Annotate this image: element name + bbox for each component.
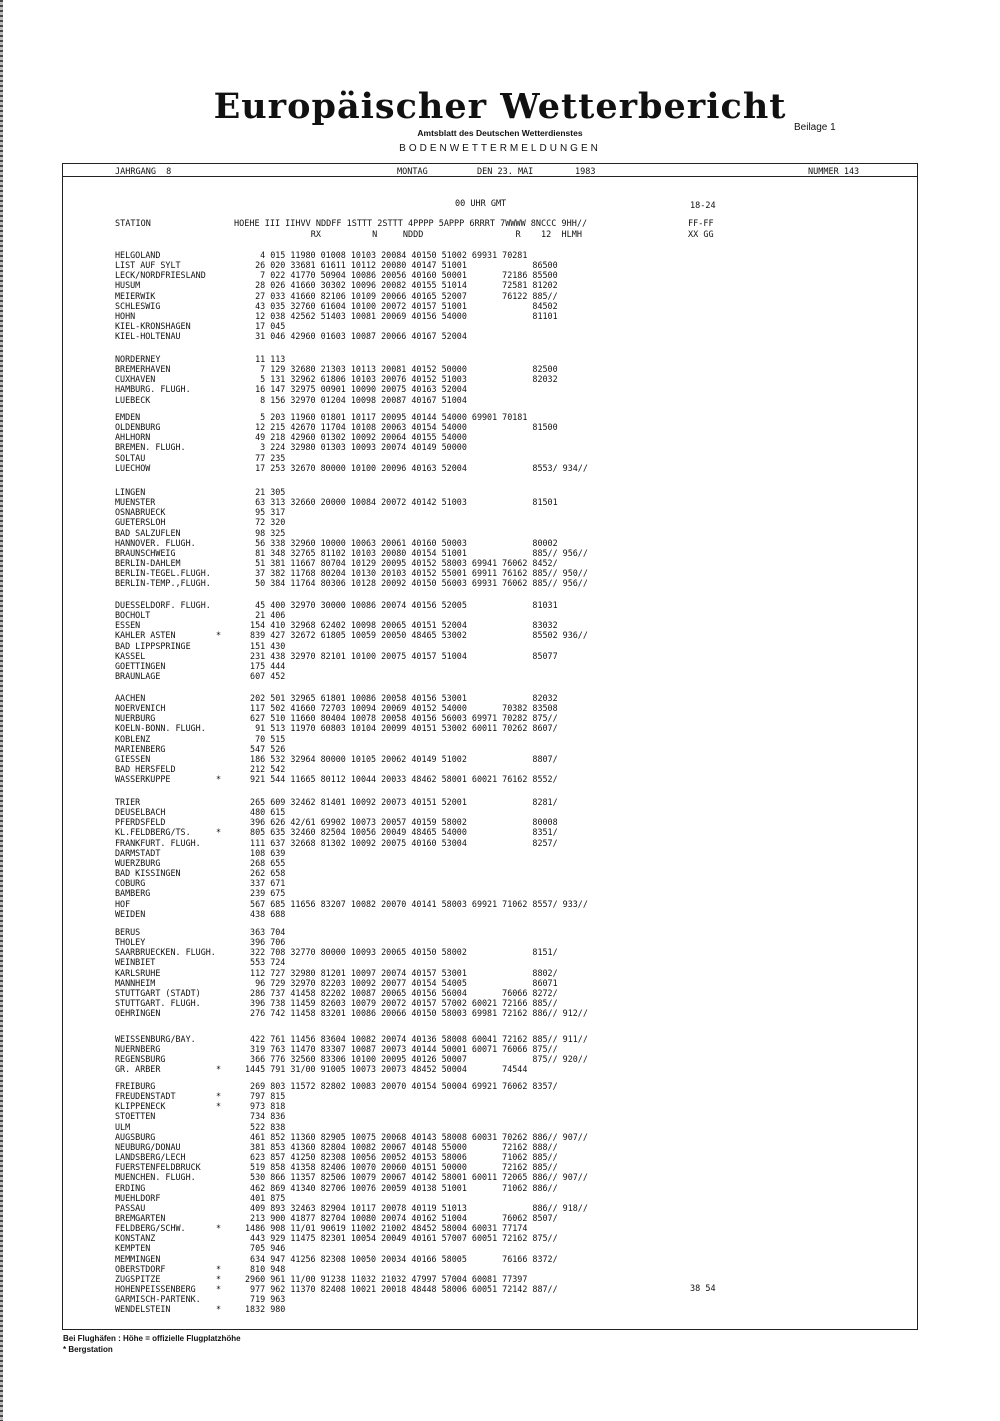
station-observation-codes: 734 836: [245, 1111, 286, 1121]
ff-column-header-1: FF-FF: [688, 219, 714, 229]
station-name: KIEL-KRONSHAGEN: [115, 321, 191, 331]
station-observation-codes: 154 410 32968 62402 10098 20065 40151 52004 83032: [245, 620, 558, 630]
station-name: BREMERHAVEN: [115, 364, 171, 374]
scan-edge: [0, 0, 3, 1421]
station-observation-codes: 634 947 41256 82308 10050 20034 40166 58005 76166 8372/: [245, 1254, 558, 1264]
station-name: BREMGARTEN: [115, 1213, 166, 1223]
station-name: KONSTANZ: [115, 1233, 156, 1243]
station-name: OLDENBURG: [115, 422, 161, 432]
station-observation-codes: 519 858 41358 82406 10070 20060 40151 50000 72162 885//: [245, 1162, 558, 1172]
station-name: DEUSELBACH: [115, 807, 166, 817]
station-name: NUERNBERG: [115, 1044, 161, 1054]
station-name: SOLTAU: [115, 453, 146, 463]
station-name: KEMPTEN: [115, 1243, 151, 1253]
mountain-station-marker: *: [216, 774, 222, 784]
footnote-mountain-station: * Bergstation: [63, 1345, 113, 1354]
station-name: AUGSBURG: [115, 1132, 156, 1142]
station-observation-codes: 27 033 41660 82106 10109 20066 40165 52007 76122 885//: [245, 291, 558, 301]
station-name: MUEHLDORF: [115, 1193, 161, 1203]
station-observation-codes: 1832 980: [245, 1304, 286, 1314]
station-name: WENDELSTEIN: [115, 1304, 171, 1314]
station-observation-codes: 810 948: [245, 1264, 286, 1274]
station-name: FELDBERG/SCHW.: [115, 1223, 186, 1233]
station-observation-codes: 973 818: [245, 1101, 286, 1111]
station-name: HELGOLAND: [115, 250, 161, 260]
station-name: HOHN: [115, 311, 136, 321]
station-observation-codes: 51 381 11667 80704 10129 20095 40152 58003 69941 76062 8452/: [245, 558, 558, 568]
station-observation-codes: 1486 908 11/01 90619 11002 21002 48452 58004 60031 77174: [245, 1223, 528, 1233]
station-name: FRANKFURT. FLUGH.: [115, 838, 201, 848]
station-observation-codes: 547 526: [245, 744, 286, 754]
station-observation-codes: 2960 961 11/00 91238 11032 21032 47997 57004 60081 77397: [245, 1274, 528, 1284]
station-name: NORDERNEY: [115, 354, 161, 364]
station-observation-codes: 5 131 32962 61806 10103 20076 40152 51003 82032: [245, 374, 558, 384]
station-observation-codes: 231 438 32970 82101 10100 20075 40157 51004 85077: [245, 651, 558, 661]
station-name: ZUGSPITZE: [115, 1274, 161, 1284]
mountain-station-marker: *: [216, 827, 222, 837]
zugspitze-extra-value: 38 54: [690, 1284, 716, 1294]
mountain-station-marker: *: [216, 1101, 222, 1111]
station-observation-codes: 438 688: [245, 909, 286, 919]
station-name: OSNABRUECK: [115, 507, 166, 517]
mountain-station-marker: *: [216, 1304, 222, 1314]
station-name: KOBLENZ: [115, 734, 151, 744]
station-observation-codes: 72 320: [245, 517, 286, 527]
station-observation-codes: 81 348 32765 81102 10103 20080 40154 51001 885// 956//: [245, 548, 588, 558]
station-name: PFERDSFELD: [115, 817, 166, 827]
station-name: GR. ARBER: [115, 1064, 161, 1074]
station-observation-codes: 719 963: [245, 1294, 286, 1304]
station-name: THOLEY: [115, 937, 146, 947]
station-name: DARMSTADT: [115, 848, 161, 858]
station-name: NEUBURG/DONAU: [115, 1142, 181, 1152]
station-observation-codes: 396 738 11459 82603 10079 20072 40157 57002 60021 72166 885//: [245, 998, 558, 1008]
station-name: KOELN-BONN. FLUGH.: [115, 723, 206, 733]
station-observation-codes: 337 671: [245, 878, 286, 888]
station-observation-codes: 480 615: [245, 807, 286, 817]
station-name: OBERSTDORF: [115, 1264, 166, 1274]
station-name: DUESSELDORF. FLUGH.: [115, 600, 211, 610]
station-observation-codes: 95 317: [245, 507, 286, 517]
station-observation-codes: 627 510 11660 80404 10078 20058 40156 56003 69971 70282 875//: [245, 713, 558, 723]
station-name: STUTTGART (STADT): [115, 988, 201, 998]
station-observation-codes: 77 235: [245, 453, 286, 463]
page-subtitle: Amtsblatt des Deutschen Wetterdienstes: [417, 128, 583, 138]
station-name: LECK/NORDFRIESLAND: [115, 270, 206, 280]
station-observation-codes: 3 224 32980 01303 10093 20074 40149 50000: [245, 442, 467, 452]
station-name: WASSERKUPPE: [115, 774, 171, 784]
station-name: LIST AUF SYLT: [115, 260, 181, 270]
station-name: LUEBECK: [115, 395, 151, 405]
station-observation-codes: 8 156 32970 01204 10098 20087 40167 51004: [245, 395, 467, 405]
station-name: OEHRINGEN: [115, 1008, 161, 1018]
page-title: Europäischer Wetterbericht: [213, 86, 787, 127]
section-heading: BODENWETTERMELDUNGEN: [399, 143, 601, 154]
station-name: BRAUNLAGE: [115, 671, 161, 681]
station-name: KASSEL: [115, 651, 146, 661]
station-name: WEIDEN: [115, 909, 146, 919]
station-name: KAHLER ASTEN: [115, 630, 176, 640]
station-name: FREUDENSTADT: [115, 1091, 176, 1101]
station-name: COBURG: [115, 878, 146, 888]
station-observation-codes: 26 020 33681 61611 10112 20080 40147 51001 86500: [245, 260, 558, 270]
station-name: NUERBURG: [115, 713, 156, 723]
station-observation-codes: 443 929 11475 82301 10054 20049 40161 57007 60051 72162 875//: [245, 1233, 558, 1243]
station-observation-codes: 117 502 41660 72703 10094 20069 40152 54000 70382 83508: [245, 703, 558, 713]
time-range-label: 18-24: [690, 201, 716, 211]
station-name: BOCHOLT: [115, 610, 151, 620]
station-observation-codes: 21 406: [245, 610, 286, 620]
station-name: KL.FELDBERG/TS.: [115, 827, 191, 837]
mountain-station-marker: *: [216, 1091, 222, 1101]
station-name: STUTTGART. FLUGH.: [115, 998, 201, 1008]
station-observation-codes: 401 875: [245, 1193, 286, 1203]
station-name: BERLIN-DAHLEM: [115, 558, 181, 568]
station-name: WEINBIET: [115, 957, 156, 967]
station-observation-codes: 56 338 32960 10000 10063 20061 40160 50003 80002: [245, 538, 558, 548]
station-observation-codes: 63 313 32660 20000 10084 20072 40142 51003 81501: [245, 497, 558, 507]
issue-number: NUMMER 143: [808, 167, 860, 177]
ff-column-header-2: XX GG: [688, 230, 714, 240]
year-label: 1983: [575, 167, 596, 177]
station-observation-codes: 108 639: [245, 848, 286, 858]
station-name: REGENSBURG: [115, 1054, 166, 1064]
station-name: LANDSBERG/LECH: [115, 1152, 186, 1162]
station-observation-codes: 422 761 11456 83604 10082 20074 40136 58008 60041 72162 885// 911//: [245, 1034, 588, 1044]
station-observation-codes: 567 685 11656 83207 10082 20070 40141 58003 69921 71062 8557/ 933//: [245, 899, 588, 909]
station-name: ESSEN: [115, 620, 141, 630]
station-name: WUERZBURG: [115, 858, 161, 868]
station-name: MUENSTER: [115, 497, 156, 507]
station-observation-codes: 175 444: [245, 661, 286, 671]
mountain-station-marker: *: [216, 1223, 222, 1233]
station-observation-codes: 213 900 41877 82704 10080 20074 40162 51004 76062 8507/: [245, 1213, 558, 1223]
station-name: EMDEN: [115, 412, 141, 422]
station-observation-codes: 239 675: [245, 888, 286, 898]
mountain-station-marker: *: [216, 1264, 222, 1274]
station-name: MANNHEIM: [115, 978, 156, 988]
station-observation-codes: 276 742 11458 83201 10086 20066 40150 58003 69981 72162 886// 912//: [245, 1008, 588, 1018]
station-name: CUXHAVEN: [115, 374, 156, 384]
station-name: BERLIN-TEGEL.FLUGH.: [115, 568, 211, 578]
weekday-label: MONTAG: [397, 167, 428, 177]
station-name: HANNOVER. FLUGH.: [115, 538, 196, 548]
station-name: SCHLESWIG: [115, 301, 161, 311]
station-observation-codes: 268 655: [245, 858, 286, 868]
station-observation-codes: 262 658: [245, 868, 286, 878]
station-name: MARIENBERG: [115, 744, 166, 754]
station-observation-codes: 186 532 32964 80000 10105 20062 40149 51002 8807/: [245, 754, 558, 764]
station-name: ERDING: [115, 1183, 146, 1193]
station-observation-codes: 17 253 32670 80000 10100 20096 40163 52004 8553/ 934//: [245, 463, 588, 473]
station-observation-codes: 921 544 11665 80112 10044 20033 48462 58001 60021 76162 8552/: [245, 774, 558, 784]
station-name: PASSAU: [115, 1203, 146, 1213]
station-observation-codes: 319 763 11470 83307 10087 20073 40144 50001 60071 76066 875//: [245, 1044, 558, 1054]
station-name: BREMEN. FLUGH.: [115, 442, 186, 452]
station-name: NOERVENICH: [115, 703, 166, 713]
station-observation-codes: 212 542: [245, 764, 286, 774]
station-observation-codes: 363 704: [245, 927, 286, 937]
station-name: MEIERWIK: [115, 291, 156, 301]
station-name: GUETERSLOH: [115, 517, 166, 527]
mountain-station-marker: *: [216, 1284, 222, 1294]
station-observation-codes: 7 022 41770 50904 10086 20056 40160 50001 72186 85500: [245, 270, 558, 280]
station-name: GIESSEN: [115, 754, 151, 764]
station-name: HOHENPEISSENBERG: [115, 1284, 196, 1294]
station-name: FUERSTENFELDBRUCK: [115, 1162, 201, 1172]
station-observation-codes: 265 609 32462 81401 10092 20073 40151 52001 8281/: [245, 797, 558, 807]
station-name: BAD KISSINGEN: [115, 868, 181, 878]
station-observation-codes: 37 382 11768 80204 10130 20103 40152 55001 69911 76162 885// 950//: [245, 568, 588, 578]
station-observation-codes: 45 400 32970 30000 10086 20074 40156 52005 81031: [245, 600, 558, 610]
station-name: HUSUM: [115, 280, 141, 290]
station-observation-codes: 21 305: [245, 487, 286, 497]
footnote-airports: Bei Flughäfen : Höhe = offizielle Flugplatzhöhe: [63, 1334, 241, 1343]
station-column-header: STATION: [115, 219, 151, 229]
station-name: GOETTINGEN: [115, 661, 166, 671]
station-observation-codes: 12 038 42562 51403 10081 20069 40156 54000 81101: [245, 311, 558, 321]
station-observation-codes: 112 727 32980 81201 10097 20074 40157 53001 8802/: [245, 968, 558, 978]
station-observation-codes: 553 724: [245, 957, 286, 967]
station-observation-codes: 607 452: [245, 671, 286, 681]
station-name: STOETTEN: [115, 1111, 156, 1121]
station-observation-codes: 530 866 11357 82506 10079 20067 40142 58001 60011 72065 886// 907//: [245, 1172, 588, 1182]
station-observation-codes: 462 869 41340 82706 10076 20059 40138 51001 71062 886//: [245, 1183, 558, 1193]
station-observation-codes: 49 218 42960 01302 10092 20064 40155 54000: [245, 432, 467, 442]
station-name: BRAUNSCHWEIG: [115, 548, 176, 558]
supplement-label: Beilage 1: [794, 122, 836, 133]
station-observation-codes: 522 838: [245, 1122, 286, 1132]
station-name: BAD LIPPSPRINGE: [115, 641, 191, 651]
station-name: HOF: [115, 899, 131, 909]
station-observation-codes: 366 776 32560 83306 10100 20095 40126 50007 875// 920//: [245, 1054, 588, 1064]
station-observation-codes: 409 893 32463 82904 10117 20078 40119 51013 886// 918//: [245, 1203, 588, 1213]
station-name: ULM: [115, 1122, 131, 1132]
observation-time: 00 UHR GMT: [455, 199, 507, 209]
station-observation-codes: 5 203 11960 01801 10117 20095 40144 54000 69901 70181: [245, 412, 528, 422]
station-observation-codes: 977 962 11370 82408 10021 20018 48448 58006 60051 72142 887//: [245, 1284, 558, 1294]
station-observation-codes: 16 147 32975 00901 10090 20075 40163 52004: [245, 384, 467, 394]
station-name: KIEL-HOLTENAU: [115, 331, 181, 341]
station-name: BERLIN-TEMP.,FLUGH.: [115, 578, 211, 588]
station-observation-codes: 11 113: [245, 354, 286, 364]
mountain-station-marker: *: [216, 630, 222, 640]
station-observation-codes: 623 857 41250 82308 10056 20052 40153 58006 71062 885//: [245, 1152, 558, 1162]
station-observation-codes: 461 852 11360 82905 10075 20068 40143 58008 60031 70262 886// 907//: [245, 1132, 588, 1142]
mountain-station-marker: *: [216, 1274, 222, 1284]
date-label: DEN 23. MAI: [477, 167, 534, 177]
station-observation-codes: 111 637 32668 81302 10092 20075 40160 53004 8257/: [245, 838, 558, 848]
code-column-header-1: HOEHE III IIHVV NDDFF 1STTT 2STTT 4PPPP 5APPP 6RRRT 7WWWW 8NCCC 9HH//: [234, 219, 588, 229]
volume-label: JAHRGANG 8: [115, 167, 172, 177]
station-observation-codes: 396 626 42/61 69902 10073 20057 40159 58002 80008: [245, 817, 558, 827]
station-name: GARMISCH-PARTENK.: [115, 1294, 201, 1304]
station-observation-codes: 705 946: [245, 1243, 286, 1253]
station-observation-codes: 17 045: [245, 321, 286, 331]
station-observation-codes: 202 501 32965 61801 10086 20058 40156 53001 82032: [245, 693, 558, 703]
station-name: HAMBURG. FLUGH.: [115, 384, 191, 394]
station-name: SAARBRUECKEN. FLUGH.: [115, 947, 216, 957]
station-observation-codes: 91 513 11970 60803 10104 20099 40151 53002 60011 70262 8607/: [245, 723, 558, 733]
station-observation-codes: 50 384 11764 80306 10128 20092 40150 56003 69931 76062 885// 956//: [245, 578, 588, 588]
station-name: BAMBERG: [115, 888, 151, 898]
station-name: FREIBURG: [115, 1081, 156, 1091]
station-name: BAD HERSFELD: [115, 764, 176, 774]
station-observation-codes: 1445 791 31/00 91005 10073 20073 48452 50004 74544: [245, 1064, 528, 1074]
station-observation-codes: 98 325: [245, 528, 286, 538]
station-name: KARLSRUHE: [115, 968, 161, 978]
station-observation-codes: 839 427 32672 61805 10059 20050 48465 53002 85502 936//: [245, 630, 588, 640]
station-observation-codes: 797 815: [245, 1091, 286, 1101]
code-column-header-2: RX N NDDD R 12 HLMH: [234, 230, 582, 240]
station-observation-codes: 12 215 42670 11704 10108 20063 40154 54000 81500: [245, 422, 558, 432]
station-name: TRIER: [115, 797, 141, 807]
station-name: LINGEN: [115, 487, 146, 497]
station-name: AACHEN: [115, 693, 146, 703]
station-observation-codes: 151 430: [245, 641, 286, 651]
station-observation-codes: 4 015 11980 01008 10103 20084 40150 51002 69931 70281: [245, 250, 528, 260]
station-name: MEMMINGEN: [115, 1254, 161, 1264]
station-name: MUENCHEN. FLUGH.: [115, 1172, 196, 1182]
station-observation-codes: 28 026 41660 30302 10096 20082 40155 51014 72581 81202: [245, 280, 558, 290]
station-name: LUECHOW: [115, 463, 151, 473]
mountain-station-marker: *: [216, 1064, 222, 1074]
station-name: KLIPPENECK: [115, 1101, 166, 1111]
station-observation-codes: 43 035 32760 61604 10100 20072 40157 51001 84502: [245, 301, 558, 311]
station-observation-codes: 322 708 32770 80000 10093 20065 40150 58002 8151/: [245, 947, 558, 957]
station-observation-codes: 805 635 32460 82504 10056 20049 48465 54000 8351/: [245, 827, 558, 837]
station-name: BERUS: [115, 927, 141, 937]
station-observation-codes: 31 046 42960 01603 10087 20066 40167 52004: [245, 331, 467, 341]
station-observation-codes: 70 515: [245, 734, 286, 744]
station-name: AHLHORN: [115, 432, 151, 442]
station-name: WEISSENBURG/BAY.: [115, 1034, 196, 1044]
station-observation-codes: 396 706: [245, 937, 286, 947]
station-observation-codes: 269 803 11572 82802 10083 20070 40154 50004 69921 76062 8357/: [245, 1081, 558, 1091]
station-observation-codes: 286 737 41458 82202 10087 20065 40156 56004 76066 8272/: [245, 988, 558, 998]
station-observation-codes: 381 853 41360 82804 10082 20067 40148 55000 72162 888//: [245, 1142, 558, 1152]
station-name: BAD SALZUFLEN: [115, 528, 181, 538]
station-observation-codes: 7 129 32680 21303 10113 20081 40152 50000 82500: [245, 364, 558, 374]
station-observation-codes: 96 729 32970 82203 10092 20077 40154 54005 86071: [245, 978, 558, 988]
